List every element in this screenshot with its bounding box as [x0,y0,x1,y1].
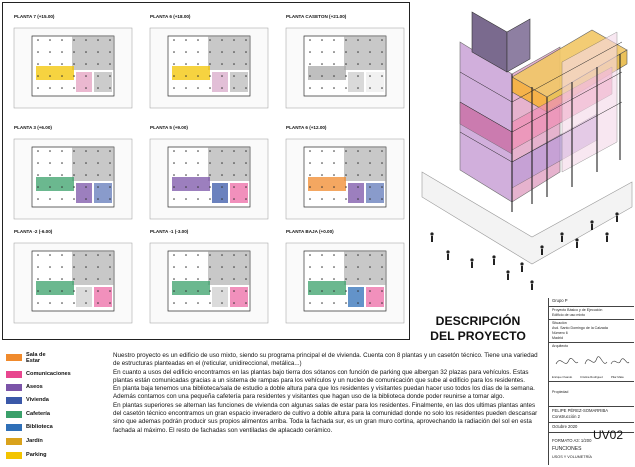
floor-plan-label: PLANTA -2 (-6.00) [14,229,53,234]
legend-swatch [6,452,22,459]
legend-swatch [6,397,22,404]
date: Octubre 2020 [552,424,578,429]
owner-label: Propiedad [552,390,569,394]
location-line: Avd. Santo Domingo de la Calzada [552,326,608,330]
floor-plan-label: PLANTA 6 (+18.00) [150,14,191,19]
floor-plan-drawing [146,22,272,112]
sheet-title: FUNCIONES [552,446,582,452]
description-paragraph: En plantas superiores se alternan las funciones de vivienda con algunas salas de estar para los residentes. Finalmente, en las dos ultimas plantas antes del casetón técnico encontramos un gran espacio inveradero de cultivo a doble altura para la comunidad donde no solo los residentes pueden descansar sino que ademas podrán producir sus propios alimentos arriba. Toda la fachada sur, es un gran muro cortina, aprovechando la radiación del sol en esta fachada al máximo. El resto de fachadas son ventiladas de aplacado cerámico. [113,401,538,434]
title-line-1: DESCRIPCIÓN [435,314,521,328]
floor-plan [282,125,408,223]
location-line: Madrid [552,336,563,340]
floor-plan [146,125,272,223]
divider [549,306,634,307]
legend-label: Vivienda [26,397,49,403]
floor-plan [10,125,136,223]
project-description [113,352,545,435]
legend-item [4,369,104,381]
legend-item [4,352,104,364]
floor-plan [10,229,136,327]
floor-plan-drawing [146,133,272,223]
legend-label: Aseos [26,384,43,390]
divider [549,342,634,343]
divider [549,319,634,320]
divider [549,381,634,382]
project-line: Proyecto Básico y de Ejecución [552,308,603,312]
description-paragraph: En planta baja tenemos una biblioteca/sala de estudio a doble altura para que los residentes y visitantes puedan hacer uso todos los días de la semana. Además contamos con una pequeña cafetería para residentes y visitantes que hagan uso de la biblioteca donde poder reunirse a tomar algo. [113,385,535,401]
floor-plan-drawing [10,237,136,327]
location-label: Situación [552,321,567,325]
legend-swatch [6,354,22,361]
page-title [410,314,546,344]
legend-label: Sala de Estar [26,352,46,364]
location-line: Número 6 [552,331,568,335]
sheet-number: UV02 [593,428,624,442]
legend-item [4,409,104,421]
legend-swatch [6,438,22,445]
floor-plan [10,14,136,112]
format-scale: FORMATO A3: 1/200 [552,438,592,443]
floor-plan-label: PLANTA -1 (-3.00) [150,229,189,234]
floor-plan [146,14,272,112]
group-label: Grupo P [552,298,568,303]
legend-label: Cafetería [26,411,50,417]
floor-plan-drawing [282,22,408,112]
legend-label: Comunicaciones [26,371,71,377]
legend-item [4,382,104,394]
description-paragraph: En cuanto a usos del edificio encontramos en las plantas bajo tierra dos sótanos con función de parking que albergan 32 plazas para vehículos. Estas plantas están comunicadas gracias a un sistema de rampas para los vehículos y un nucleo de comunicación que sube al edificio para los residentes. [113,368,529,384]
floor-plan [282,229,408,327]
floor-plan-label: PLANTA CASETON (+21.00) [286,14,347,19]
legend-item [4,436,104,448]
floor-plan [282,14,408,112]
legend-swatch [6,371,22,378]
floor-plan-label: PLANTA 6 (+12.00) [286,125,327,130]
legend-swatch [6,411,22,418]
legend-item [4,450,104,462]
legend-swatch [6,384,22,391]
author-name: FELIPE PÉREZ-SOMARRIBA [552,408,609,413]
axonometric-view [412,2,633,294]
architect-name: Pilar Mata [611,375,624,379]
signatures-image [553,350,631,374]
legend-label: Biblioteca [26,424,53,430]
divider [549,406,634,407]
floor-plan-drawing [10,133,136,223]
floor-plan-label: PLANTA BAJA (+0.00) [286,229,334,234]
floor-plan-label: PLANTA 7 (+15.00) [14,14,55,19]
project-line: Edificio de uso mixto [552,313,585,317]
floor-plan-label: PLANTA 3 (+6.00) [14,125,52,130]
architect-name: Cristina Rodriguez [580,375,604,379]
title-line-2: DEL PROYECTO [430,329,526,343]
floor-plan-drawing [282,237,408,327]
course-name: Construcción 2 [552,414,580,419]
legend-item [4,395,104,407]
sheet-subtitle: USOS Y VOLUMETRÍA [552,455,592,459]
legend-swatch [6,424,22,431]
legend-label: Jardín [26,438,43,444]
floor-plan [146,229,272,327]
floor-plan-drawing [10,22,136,112]
legend-item [4,422,104,434]
floor-plan-label: PLANTA 5 (+9.00) [150,125,188,130]
architects-label: Arquitecto [552,344,569,348]
description-paragraph: Nuestro proyecto es un edificio de uso mixto, siendo su programa principal el de vivienda. Cuenta con 8 plantas y un casetón técnico. Tiene una variedad de estructuras planteadas en el (reticular, unidireccional, metálica...) [113,352,538,368]
divider [549,422,634,423]
legend-label: Parking [26,452,47,458]
architect-name: Enrique Ovando [552,375,573,379]
floor-plan-drawing [146,237,272,327]
floor-plan-drawing [282,133,408,223]
